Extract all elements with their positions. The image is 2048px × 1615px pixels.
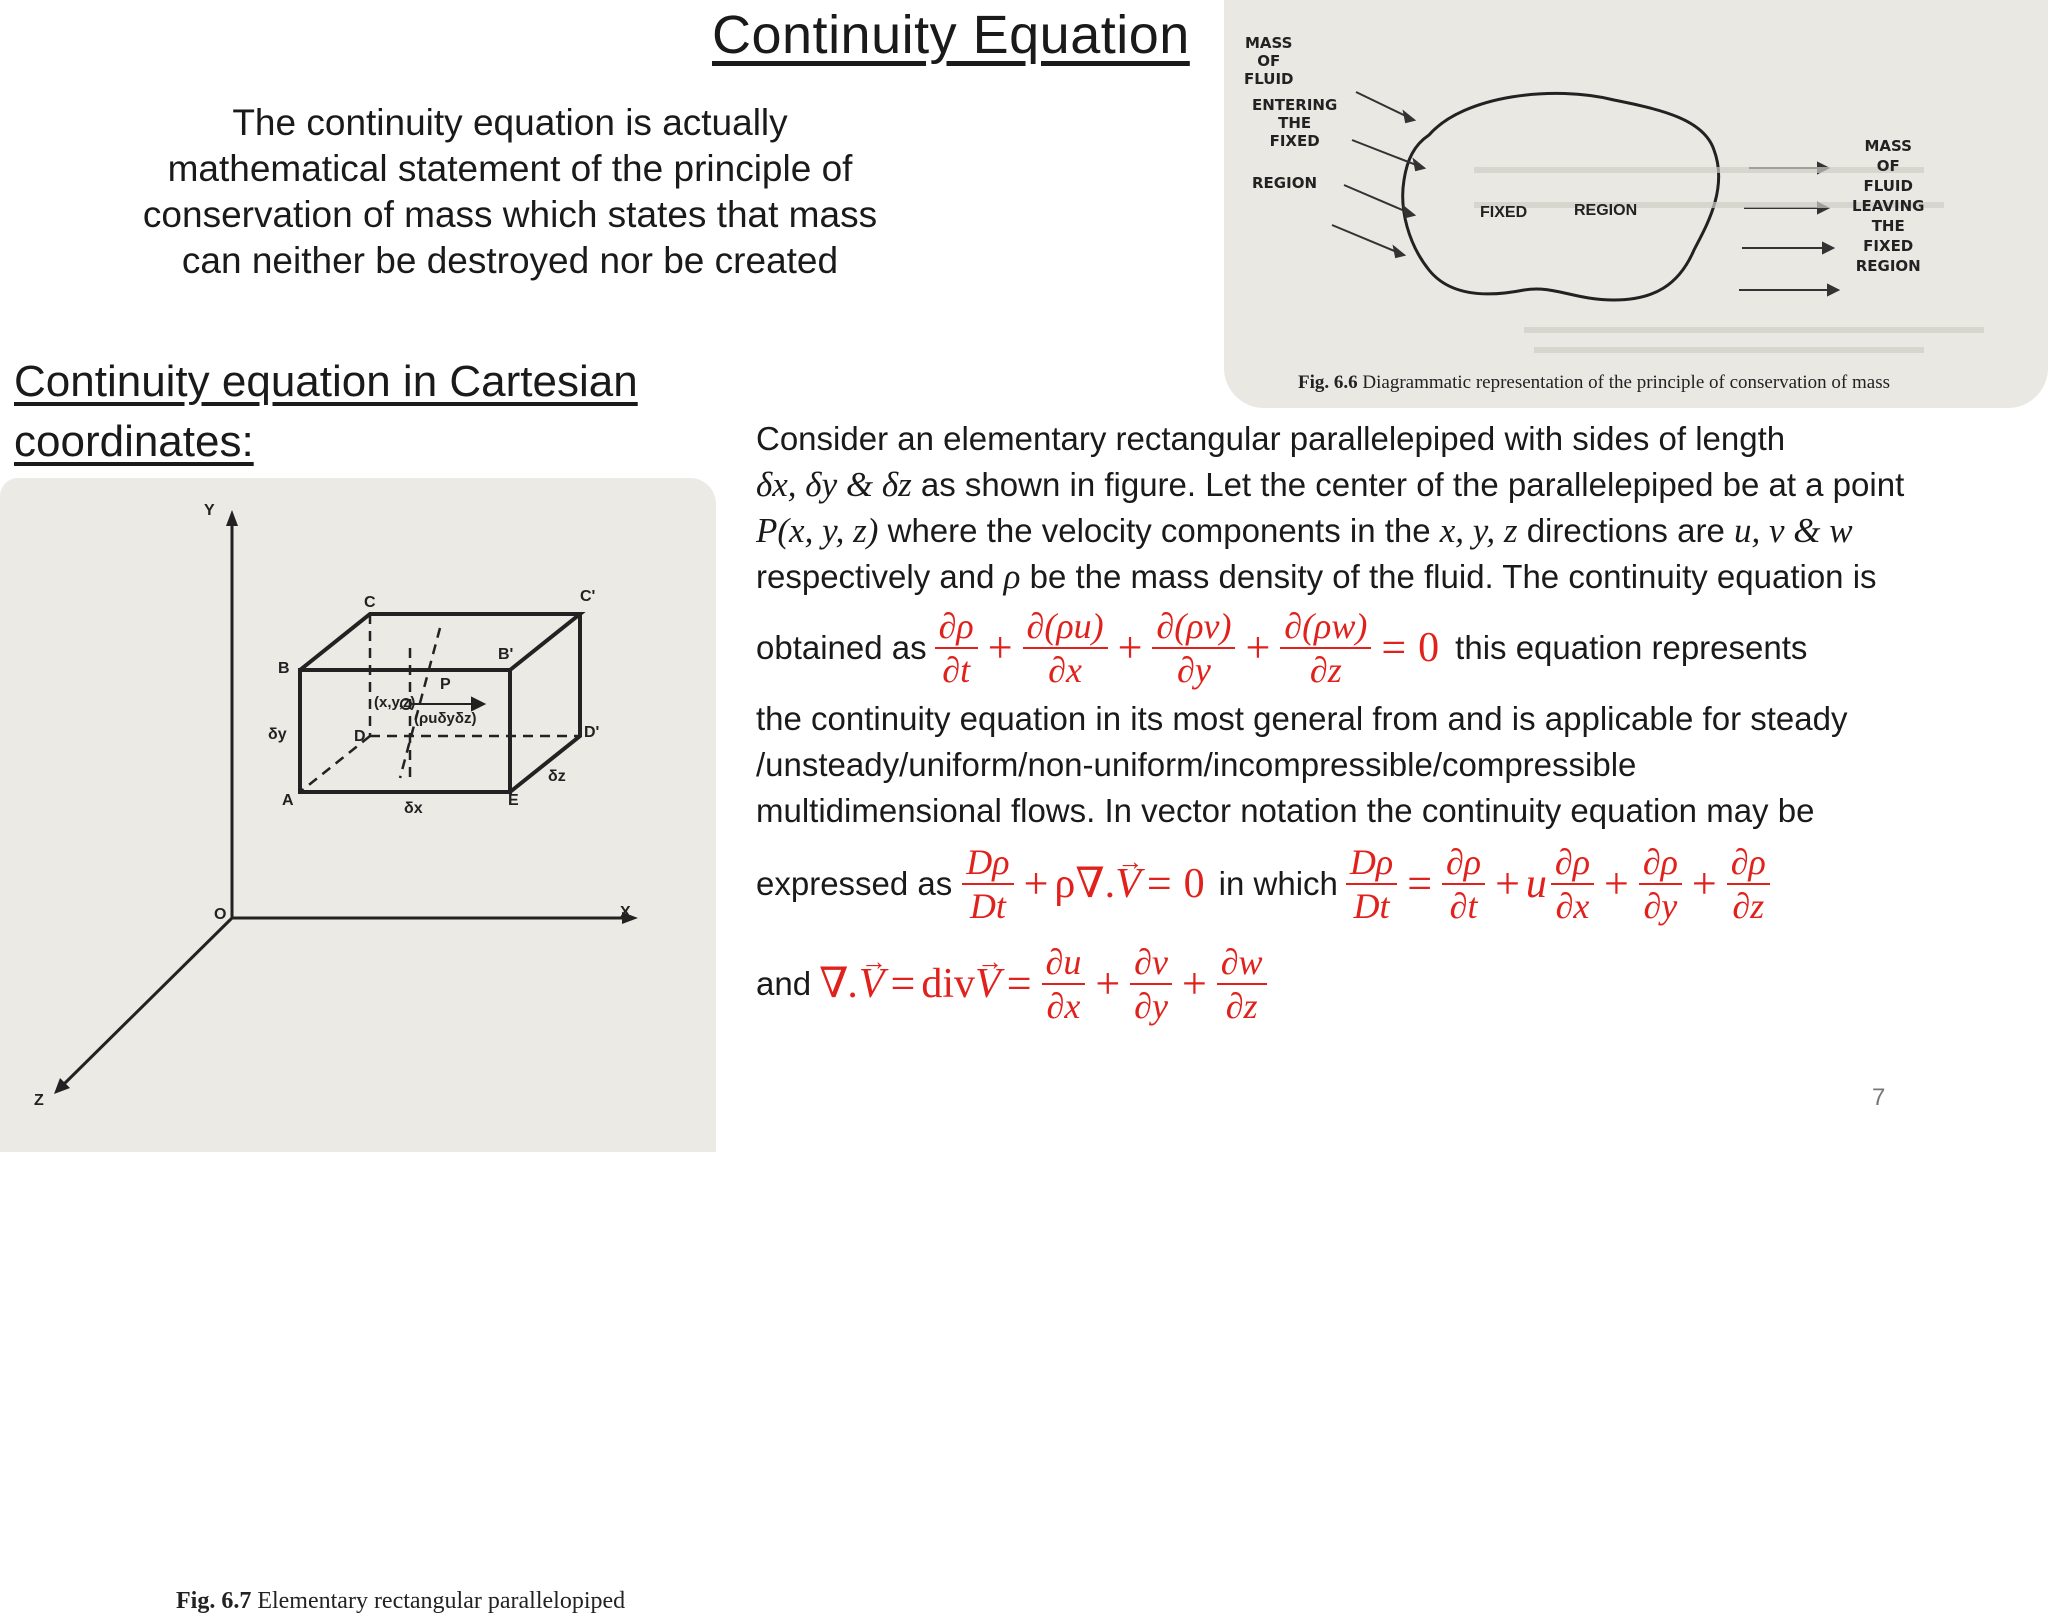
slide-title: Continuity Equation bbox=[712, 5, 1190, 65]
z-axis bbox=[60, 918, 232, 1088]
corner-label-b-prime: B' bbox=[498, 646, 514, 663]
label-entering: ENTERING THE FIXED bbox=[1252, 96, 1338, 150]
corner-label-e: E bbox=[508, 792, 519, 809]
body-line-2: δx, δy & δz as shown in figure. Let the center of the parallelepiped be at a point bbox=[756, 465, 1905, 504]
body-line-7: /unsteady/uniform/non-uniform/incompressible/compressible bbox=[756, 746, 1637, 783]
figure-caption-top: Fig. 6.6 Diagrammatic representation of the principle of conservation of mass bbox=[1298, 372, 1890, 393]
corner-label-c-prime: C' bbox=[580, 588, 596, 605]
label-fixed: FIXED bbox=[1480, 204, 1528, 221]
axis-label-y: Y bbox=[204, 502, 215, 519]
divergence-equation-line: and ∇. → V = div → V = $\frac{\partial u}{\partial x}$ + $\frac{\partial v}{\partial y}$ + $\frac{\partial w}{\partial z}$ bbox=[756, 934, 2036, 1034]
flux-label: (ρuδyδz) bbox=[414, 710, 477, 727]
body-line-1: Consider an elementary rectangular parallelepiped with sides of length bbox=[756, 420, 1786, 457]
axis-label-x: X bbox=[620, 904, 631, 921]
origin-label: O bbox=[214, 906, 227, 923]
label-mass-of-fluid: MASS OF FLUID bbox=[1244, 34, 1294, 88]
label-region-center: REGION bbox=[1574, 202, 1638, 219]
body-line-6: the continuity equation in its most general from and is applicable for steady bbox=[756, 700, 1848, 737]
fixed-region-outline bbox=[1403, 93, 1719, 300]
vector-equation-line: expressed as $\frac{D\rho}{Dt}$ + ρ∇. → V = 0 in which $\frac{D\rho}{Dt}$ = $\frac{\partial\rho}{\partial t}$ + u $\frac{\partial\rho}{\partial x}$ + $\frac{\partial\rho}{\partial y}$ + $\frac{\partial\rho}{\partial z}$ bbox=[756, 834, 2036, 934]
corner-label-a: A bbox=[282, 792, 294, 809]
corner-label-c: C bbox=[364, 594, 376, 611]
axis-label-z: Z bbox=[34, 1092, 44, 1109]
conservation-of-mass-figure bbox=[1224, 0, 2048, 408]
label-region-left: REGION bbox=[1252, 174, 1317, 192]
page-number: 7 bbox=[1872, 1084, 1886, 1111]
dy-label: δy bbox=[268, 726, 287, 743]
section-subheading: Continuity equation in Cartesian coordinates: bbox=[14, 357, 638, 466]
body-line-8: multidimensional flows. In vector notation the continuity equation may be bbox=[756, 792, 1815, 829]
point-coordinates-label: (x,y,z) bbox=[374, 694, 416, 711]
body-line-4: respectively and ρ be the mass density of the fluid. The continuity equation is bbox=[756, 557, 1877, 596]
intro-paragraph: The continuity equation is actually mathematical statement of the principle of conservation of mass which states that mass can neither be destroyed nor be created bbox=[142, 102, 878, 281]
dx-label: δx bbox=[404, 800, 423, 817]
corner-label-d-prime: D' bbox=[584, 724, 600, 741]
corner-label-b: B bbox=[278, 660, 290, 677]
parallelepiped-figure bbox=[0, 478, 716, 1614]
corner-label-d: D bbox=[354, 728, 366, 745]
material-derivative-equation: $\frac{D\rho}{Dt}$ = $\frac{\partial\rho}{\partial t}$ + u $\frac{\partial\rho}{\partial x}$ + $\frac{\partial\rho}{\partial y}$ + $\frac{\partial\rho}{\partial z}$ bbox=[1342, 841, 1774, 927]
body-paragraph bbox=[756, 416, 2036, 1034]
continuity-equation-line: obtained as $\frac{\partial\rho}{\partial t}$ + $\frac{\partial(\rho u)}{\partial x}$ + $\frac{\partial(\rho v)}{\partial y}$ + $\frac{\partial(\rho w)}{\partial z}$ = 0 this equation represents bbox=[756, 606, 1808, 690]
dz-label: δz bbox=[548, 768, 566, 785]
point-label-p: P bbox=[440, 676, 451, 693]
vector-continuity-equation: $\frac{D\rho}{Dt}$ + ρ∇. → V = 0 bbox=[958, 841, 1210, 927]
body-line-3: P(x, y, z) where the velocity components in the x, y, z directions are u, v & w bbox=[756, 511, 1853, 550]
divergence-equation: ∇. → V = div → V = $\frac{\partial u}{\partial x}$ + $\frac{\partial v}{\partial y}$ + $\frac{\partial w}{\partial z}$ bbox=[819, 941, 1271, 1027]
label-mass-leaving: MASS OF FLUID LEAVING THE FIXED REGION bbox=[1852, 137, 1925, 275]
continuity-equation: $\frac{\partial\rho}{\partial t}$ + $\frac{\partial(\rho u)}{\partial x}$ + $\frac{\partial(\rho v)}{\partial y}$ + $\frac{\partial(\rho w)}{\partial z}$ = 0 bbox=[931, 605, 1446, 691]
parallelepiped-diagram bbox=[0, 478, 716, 1152]
figure-caption-left: Fig. 6.7 Elementary rectangular parallelopiped bbox=[176, 1588, 626, 1614]
